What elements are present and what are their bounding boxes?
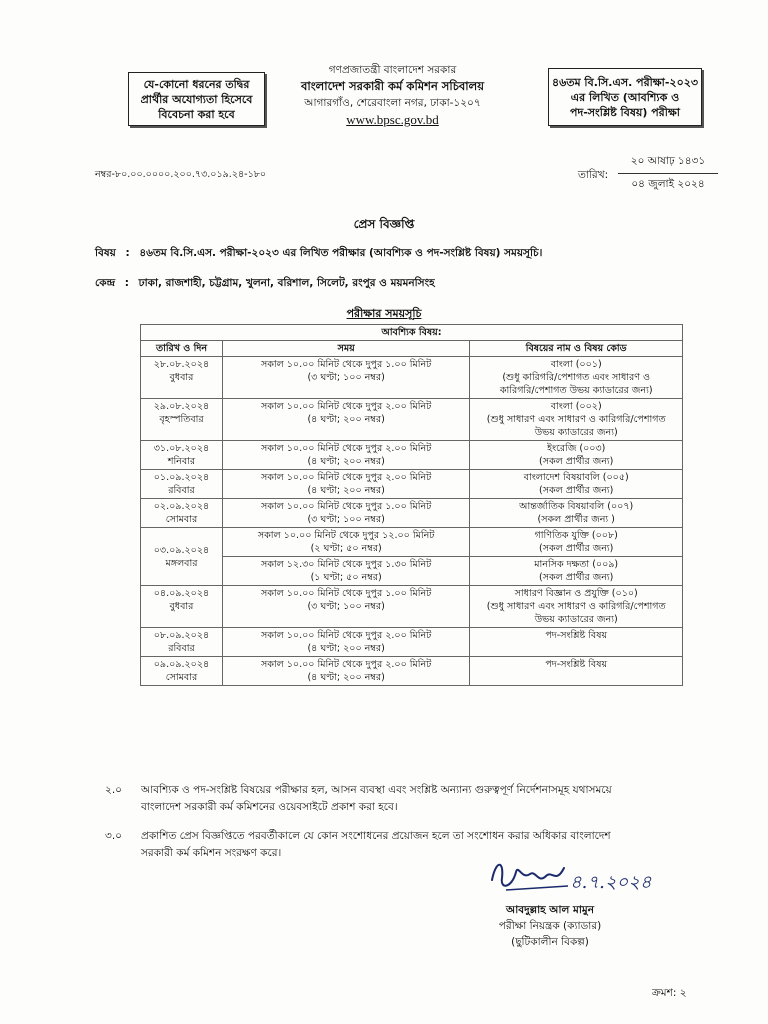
subject-note: (শুধু সাধারণ এবং সাধারণ ও কারিগরি/পেশাগত: [486, 414, 666, 425]
subject-name: পদ-সংশ্লিষ্ট বিষয়: [545, 630, 608, 641]
exam-duration: (৩ ঘণ্টা; ১০০ নম্বর): [307, 514, 385, 525]
signatory-name: আবদুল্লাহ আল মামুন: [506, 904, 594, 916]
date-english: ০৪ জুলাই ২০২৪: [631, 178, 705, 190]
date-label: তারিখ:: [578, 169, 609, 181]
subject-cell: [470, 441, 683, 470]
signature-scribble: [486, 850, 576, 900]
exam-date: ২৮.০৮.২০২৪: [153, 359, 210, 370]
subject-name: ইংরেজি (০০৩): [547, 443, 606, 454]
exam-duration: (৪ ঘণ্টা; ২০০ নম্বর): [307, 672, 385, 683]
right-exam-box: [548, 68, 702, 126]
schedule-table: [140, 324, 683, 686]
exam-duration: (৪ ঘণ্টা; ২০০ নম্বর): [307, 643, 385, 654]
note-line: সরকারী কর্ম কমিশন সংরক্ষণ করে।: [141, 847, 282, 859]
exam-time: সকাল ১২.৩০ মিনিট থেকে দুপুর ১.৩০ মিনিট: [260, 559, 432, 570]
exam-time: সকাল ১০.০০ মিনিট থেকে দুপুর ২.০০ মিনিট: [260, 659, 432, 670]
time-cell: [222, 441, 469, 470]
date-cell: [141, 441, 223, 470]
subject-cell: [470, 586, 683, 628]
exam-day: রবিবার: [168, 643, 195, 654]
exam-duration: (৪ ঘণ্টা; ২০০ নম্বর): [307, 414, 385, 425]
exam-time: সকাল ১০.০০ মিনিট থেকে দুপুর ২.০০ মিনিট: [260, 630, 432, 641]
subject-cell: [470, 499, 683, 528]
note-line: প্রকাশিত প্রেস বিজ্ঞপ্তিতে পরবর্তীকালে যে কোন সংশোধনের প্রয়োজন হলে তা সংশোধন করার অধিকার বাংলাদেশ: [141, 830, 611, 842]
exam-time: সকাল ১০.০০ মিনিট থেকে দুপুর ১.০০ মিনিট: [260, 588, 432, 599]
time-cell: [222, 628, 469, 657]
subject-cell: [470, 399, 683, 441]
signatory-block: [470, 902, 630, 950]
right-box-line2: এর লিখিত (আবশ্যিক ও: [570, 90, 680, 104]
exam-time: সকাল ১০.০০ মিনিট থেকে দুপুর ১২.০০ মিনিট: [257, 530, 435, 541]
date-bangla: ২০ আষাঢ় ১৪৩১: [618, 154, 718, 174]
signatory-status: (ছুটিকালীন বিকল্প): [511, 936, 589, 948]
exam-time: সকাল ১০.০০ মিনিট থেকে দুপুর ১.০০ মিনিট: [260, 359, 432, 370]
table-row: [141, 499, 683, 528]
signature-date: ৪.৭.২০২৪: [570, 872, 652, 893]
subject-name: বাংলা (০০১): [550, 359, 602, 370]
letterhead: [275, 62, 510, 129]
left-box-line2: প্রার্থীর অযোগ্যতা হিসেবে: [140, 92, 253, 106]
subject-cell: [470, 557, 683, 586]
note-number: ২.০: [105, 784, 122, 796]
subject-cell: [470, 470, 683, 499]
table-row: [141, 441, 683, 470]
table-row: [141, 357, 683, 399]
subject-note: (সকল প্রার্থীর জন্য): [539, 543, 614, 554]
exam-day: রবিবার: [168, 485, 195, 496]
time-cell: [222, 657, 469, 686]
subject-cell: [470, 528, 683, 557]
right-box-line3: পদ-সংশ্লিষ্ট বিষয়) পরীক্ষা: [569, 105, 680, 119]
website-link[interactable]: www.bpsc.gov.bd: [346, 112, 439, 127]
date-cell: [141, 586, 223, 628]
exam-day: মঙ্গলবার: [165, 557, 198, 569]
date-cell: [141, 528, 223, 586]
subject-note: উভয় ক্যাডারের জন্য): [534, 614, 618, 625]
subject-text: ৪৬তম বি.সি.এস. পরীক্ষা-২০২৩ এর লিখিত পরীক্ষার (আবশ্যিক ও পদ-সংশ্লিষ্ট বিষয়) সময়সূচি।: [139, 247, 543, 259]
subject-cell: [470, 357, 683, 399]
subject-note: (সকল প্রার্থীর জন্য): [539, 572, 614, 583]
date-block: [618, 154, 718, 194]
centre-text: ঢাকা, রাজশাহী, চট্টগ্রাম, খুলনা, বরিশাল, সিলেট, রংপুর ও ময়মনসিংহ: [138, 277, 435, 289]
table-row: [141, 628, 683, 657]
exam-time: সকাল ১০.০০ মিনিট থেকে দুপুর ১.০০ মিনিট: [260, 501, 432, 512]
note-3: [105, 828, 705, 862]
left-box-line3: বিবেচনা করা হবে: [158, 107, 235, 121]
exam-date: ০৮.০৯.২০২৪: [153, 630, 210, 641]
date-cell: [141, 628, 223, 657]
time-cell: [222, 470, 469, 499]
subject-name: বাংলাদেশ বিষয়াবলি (০০৫): [523, 472, 629, 483]
table-row: [141, 399, 683, 441]
exam-day: সোমবার: [165, 514, 198, 525]
table-row: [141, 470, 683, 499]
exam-date: ০২.০৯.২০২৪: [153, 501, 210, 512]
time-cell: [222, 586, 469, 628]
exam-day: বুধবার: [169, 601, 194, 612]
exam-date: ০৯.০৯.২০২৪: [153, 659, 210, 670]
subject-note: (শুধু কারিগরি/পেশাগত এবং সাধারণ ও: [502, 372, 651, 383]
subject-name: সাধারণ বিজ্ঞান ও প্রযুক্তি (০১০): [514, 588, 638, 599]
subject-line: বিষয় : ৪৬তম বি.সি.এস. পরীক্ষা-২০২৩ এর লিখিত পরীক্ষার (আবশ্যিক ও পদ-সংশ্লিষ্ট বিষয়) সময়সূচি।: [95, 247, 543, 259]
col-header-subject: বিষয়ের নাম ও বিষয় কোড: [470, 341, 683, 357]
time-cell: [222, 399, 469, 441]
org-address: আগারগাঁও, শেরেবাংলা নগর, ঢাকা-১২০৭: [304, 97, 481, 109]
subject-note: (সকল প্রার্থীর জন্য ): [537, 514, 615, 525]
group-heading: আবশ্যিক বিষয়:: [141, 325, 683, 341]
subject-name: মানসিক দক্ষতা (০০৯): [534, 559, 619, 570]
exam-duration: (২ ঘণ্টা; ৫০ নম্বর): [310, 543, 382, 554]
exam-date: ০৩.০৯.২০২৪: [153, 544, 210, 556]
exam-date: ০৪.০৯.২০২৪: [153, 588, 210, 599]
subject-note: (সকল প্রার্থীর জন্য): [539, 456, 614, 467]
page-title: প্রেস বিজ্ঞপ্তি: [353, 217, 415, 231]
exam-duration: (১ ঘণ্টা; ৫০ নম্বর): [310, 572, 382, 583]
subject-note: (সকল প্রার্থীর জন্য): [539, 485, 614, 496]
date-cell: [141, 357, 223, 399]
exam-duration: (৪ ঘণ্টা; ২০০ নম্বর): [307, 456, 385, 467]
exam-date: ২৯.০৮.২০২৪: [153, 401, 210, 412]
note-number: ৩.০: [105, 830, 122, 842]
right-box-line1: ৪৬তম বি.সি.এস. পরীক্ষা-২০২৩: [551, 75, 699, 89]
subject-cell: [470, 628, 683, 657]
date-cell: [141, 499, 223, 528]
group-heading-row: [141, 325, 683, 341]
table-row: [141, 586, 683, 628]
table-row: [141, 557, 683, 586]
time-cell: [222, 528, 469, 557]
left-notice-box: [128, 72, 265, 126]
exam-day: শনিবার: [167, 456, 196, 467]
date-cell: [141, 657, 223, 686]
subject-cell: [470, 657, 683, 686]
col-header-date: তারিখ ও দিন: [141, 341, 223, 357]
header-row: [141, 341, 683, 357]
note-line: বাংলাদেশ সরকারী কর্ম কমিশনের ওয়েবসাইটে প্রকাশ করা হবে।: [141, 801, 398, 813]
gov-name: গণপ্রজাতন্ত্রী বাংলাদেশ সরকার: [328, 64, 457, 76]
date-cell: [141, 470, 223, 499]
signatory-designation: পরীক্ষা নিয়ন্ত্রক (ক্যাডার): [498, 920, 602, 932]
date-cell: [141, 399, 223, 441]
table-row: [141, 528, 683, 557]
subject-name: বাংলা (০০২): [550, 401, 602, 412]
memo-number: নম্বর-৮০.০০.০০০০.২০০.৭৩.০১৯.২৪-১৮০: [95, 169, 267, 180]
exam-date: ০১.০৯.২০২৪: [153, 472, 210, 483]
exam-duration: (৩ ঘণ্টা; ১০০ নম্বর): [307, 372, 385, 383]
time-cell: [222, 557, 469, 586]
exam-time: সকাল ১০.০০ মিনিট থেকে দুপুর ২.০০ মিনিট: [260, 401, 432, 412]
subject-note: (শুধু সাধারণ এবং সাধারণ ও কারিগরি/পেশাগত: [486, 601, 666, 612]
note-line: আবশ্যিক ও পদ-সংশ্লিষ্ট বিষয়ের পরীক্ষার হল, আসন ব্যবস্থা এবং সংশ্লিষ্ট অন্যান্য গুরুত্বপূর্ণ নির্দেশনাসমূহ যথাসময়ে: [141, 784, 612, 796]
exam-day: বুধবার: [169, 372, 194, 383]
table-row: [141, 657, 683, 686]
subject-name: পদ-সংশ্লিষ্ট বিষয়: [545, 659, 608, 670]
col-header-time: সময়: [222, 341, 469, 357]
exam-time: সকাল ১০.০০ মিনিট থেকে দুপুর ২.০০ মিনিট: [260, 443, 432, 454]
exam-duration: (৩ ঘণ্টা; ১০০ নম্বর): [307, 601, 385, 612]
exam-time: সকাল ১০.০০ মিনিট থেকে দুপুর ২.০০ মিনিট: [260, 472, 432, 483]
time-cell: [222, 499, 469, 528]
exam-day: বৃহস্পতিবার: [159, 414, 204, 425]
subject-note: কারিগরি/পেশাগত উভয় ক্যাডারের জন্য): [499, 385, 653, 396]
subject-label: বিষয়: [95, 247, 116, 259]
subject-name: আন্তর্জাতিক বিষয়াবলি (০০৭): [519, 501, 634, 512]
exam-date: ৩১.০৮.২০২৪: [153, 443, 210, 454]
note-2: [105, 782, 705, 816]
centre-line: কেন্দ্র : ঢাকা, রাজশাহী, চট্টগ্রাম, খুলনা, বরিশাল, সিলেট, রংপুর ও ময়মনসিংহ: [95, 277, 435, 289]
subject-note: উভয় ক্যাডারের জন্য): [534, 427, 618, 438]
continued-marker: ক্রমশ: ২: [652, 987, 687, 999]
exam-duration: (৪ ঘণ্টা; ২০০ নম্বর): [307, 485, 385, 496]
centre-label: কেন্দ্র: [95, 277, 116, 289]
subject-name: গাণিতিক যুক্তি (০০৮): [534, 530, 618, 541]
exam-day: সোমবার: [165, 672, 198, 683]
time-cell: [222, 357, 469, 399]
schedule-caption: পরীক্ষার সময়সূচি: [346, 307, 422, 320]
left-box-line1: যে-কোনো ধরনের তদ্বির: [143, 77, 250, 91]
org-name: বাংলাদেশ সরকারী কর্ম কমিশন সচিবালয়: [301, 79, 484, 93]
